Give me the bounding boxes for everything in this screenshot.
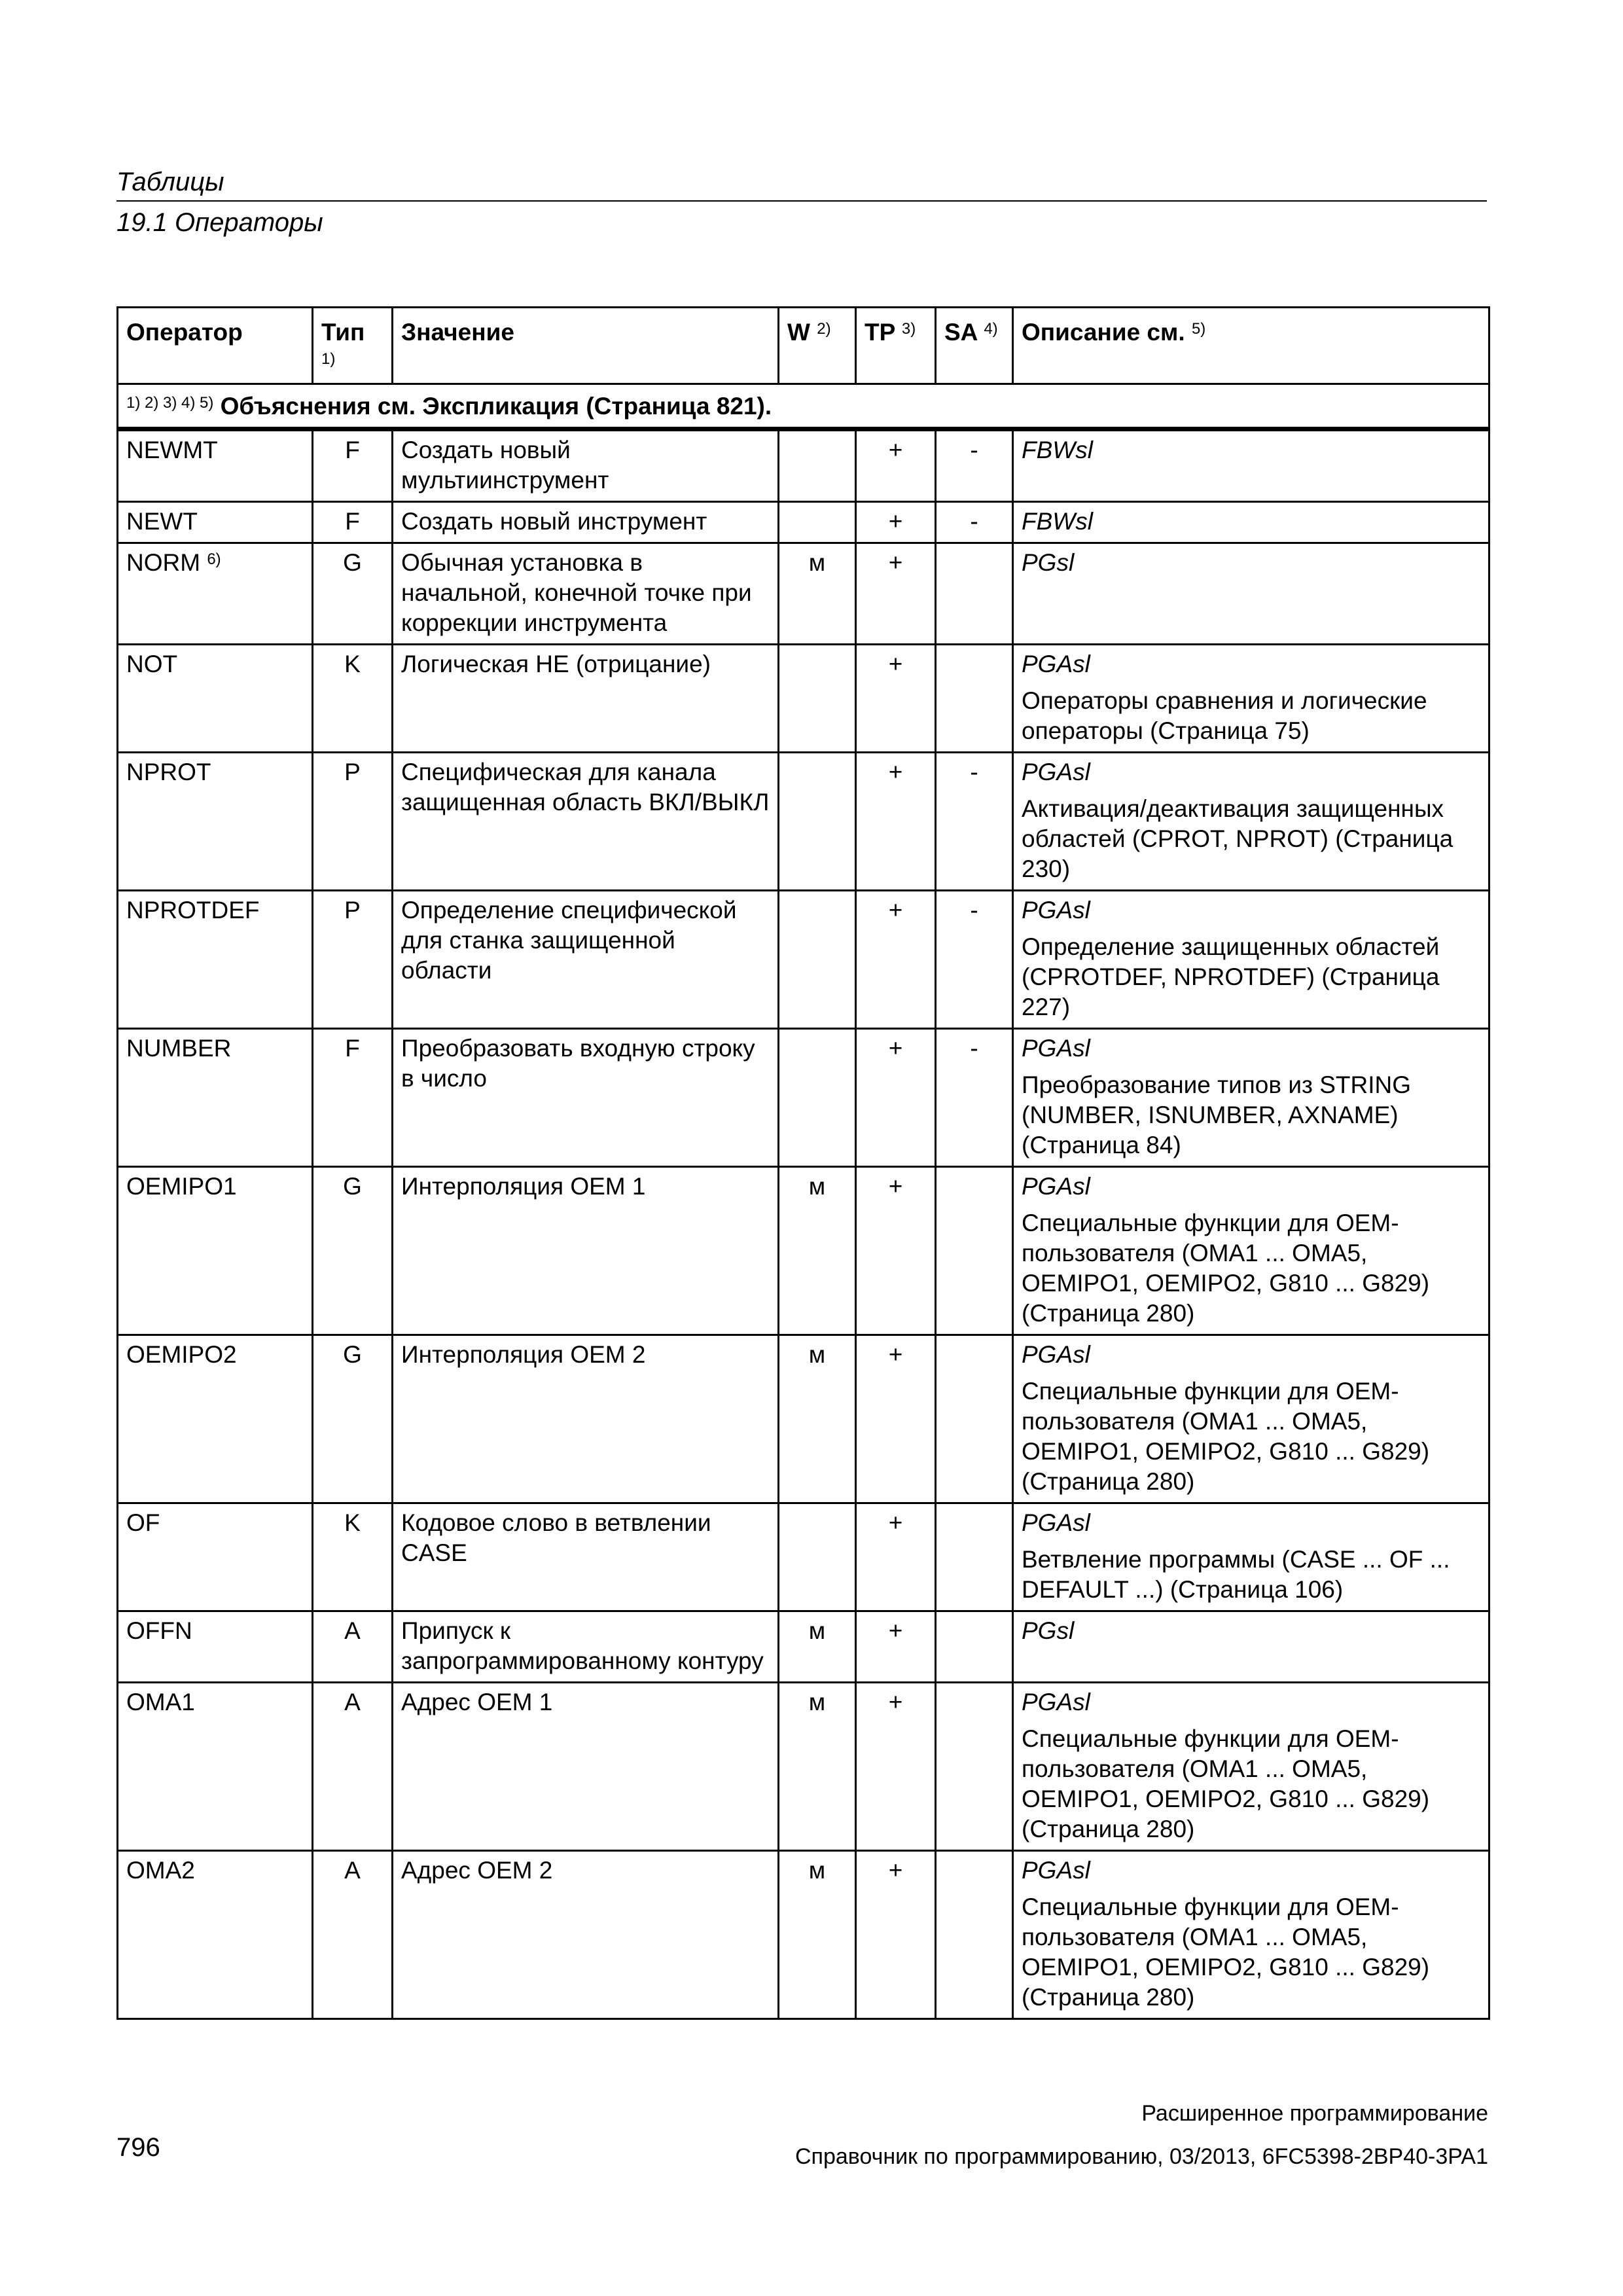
- manual-ref: PGAsl: [1022, 651, 1090, 677]
- operator-cell: [118, 1029, 313, 1167]
- description-cell: [1013, 645, 1489, 753]
- meaning-cell: Интерполяция OEM 1: [393, 1167, 779, 1335]
- table-row: [118, 753, 1489, 891]
- manual-ref: PGsl: [1022, 549, 1075, 576]
- manual-ref: PGAsl: [1022, 1341, 1090, 1368]
- table-body: [118, 429, 1489, 2019]
- sa-cell: [936, 543, 1013, 645]
- sa-cell: -: [936, 891, 1013, 1029]
- manual-ref: PGsl: [1022, 1617, 1075, 1644]
- table-row: [118, 543, 1489, 645]
- w-cell: [779, 1029, 856, 1167]
- col-header-w: W $^{2)}$: [779, 308, 856, 384]
- meaning-cell: Специфическая для канала защищенная область ВКЛ/ВЫКЛ: [393, 753, 779, 891]
- meaning-cell: Адрес OEM 2: [393, 1851, 779, 2019]
- table-row: [118, 1611, 1489, 1683]
- description-cell: [1013, 1029, 1489, 1167]
- operator-cell: [118, 1611, 313, 1683]
- manual-ref: FBWsl: [1022, 508, 1093, 535]
- type-cell: F: [313, 502, 393, 543]
- meaning-cell: Интерполяция OEM 2: [393, 1335, 779, 1503]
- w-cell: [779, 645, 856, 753]
- description-link[interactable]: Активация/деактивация защищенных областей (CPROT, NPROT) (Страница 230): [1022, 795, 1454, 882]
- manual-ref: FBWsl: [1022, 437, 1093, 463]
- sa-cell: [936, 1851, 1013, 2019]
- tp-cell: +: [856, 1503, 936, 1611]
- explanation-link[interactable]: Объяснения см. Экспликация (Страница 821).: [220, 393, 772, 420]
- description-link[interactable]: Специальные функции для OEM-пользователя (OMA1 ... OMA5, OEMIPO1, OEMIPO2, G810 ... G829) (Страница 280): [1022, 1893, 1430, 2011]
- header-rule: [116, 200, 1487, 202]
- meaning-cell: Обычная установка в начальной, конечной точке при коррекции инструмента: [393, 543, 779, 645]
- operator-name: OMA2: [126, 1857, 195, 1884]
- operator-name: NOT: [126, 651, 178, 677]
- operator-cell: [118, 1503, 313, 1611]
- operators-table: [116, 306, 1490, 2020]
- operator-cell: [118, 753, 313, 891]
- type-cell: F: [313, 1029, 393, 1167]
- w-cell: м: [779, 1611, 856, 1683]
- page-number: 796: [116, 2133, 160, 2162]
- description-link[interactable]: Специальные функции для OEM-пользователя (OMA1 ... OMA5, OEMIPO1, OEMIPO2, G810 ... G829) (Страница 280): [1022, 1210, 1430, 1327]
- table-row: [118, 429, 1489, 502]
- footer-title: Расширенное программирование: [1141, 2101, 1488, 2126]
- operator-name: OEMIPO2: [126, 1341, 237, 1368]
- meaning-cell: Логическая НЕ (отрицание): [393, 645, 779, 753]
- tp-cell: +: [856, 502, 936, 543]
- operator-footnote: 6): [207, 550, 221, 568]
- sa-cell: -: [936, 1029, 1013, 1167]
- w-cell: [779, 429, 856, 502]
- col-header-type: Тип $^{1)}$: [313, 308, 393, 384]
- description-link[interactable]: Операторы сравнения и логические операторы (Страница 75): [1022, 687, 1427, 744]
- w-cell: м: [779, 1851, 856, 2019]
- description-cell: [1013, 753, 1489, 891]
- col-header-operator: Оператор: [118, 308, 313, 384]
- description-cell: [1013, 1167, 1489, 1335]
- operator-name: OEMIPO1: [126, 1173, 237, 1200]
- w-cell: [779, 891, 856, 1029]
- operator-cell: [118, 502, 313, 543]
- w-cell: [779, 1503, 856, 1611]
- sa-cell: -: [936, 753, 1013, 891]
- operator-cell: [118, 1683, 313, 1851]
- col-header-sa: SA $^{4)}$: [936, 308, 1013, 384]
- operator-cell: [118, 543, 313, 645]
- type-cell: K: [313, 645, 393, 753]
- sa-cell: [936, 1611, 1013, 1683]
- meaning-cell: Кодовое слово в ветвлении CASE: [393, 1503, 779, 1611]
- manual-ref: PGAsl: [1022, 1035, 1090, 1062]
- type-cell: G: [313, 1167, 393, 1335]
- w-cell: м: [779, 1683, 856, 1851]
- table-header-row: [118, 308, 1489, 384]
- meaning-cell: Создать новый инструмент: [393, 502, 779, 543]
- type-cell: A: [313, 1611, 393, 1683]
- w-cell: м: [779, 543, 856, 645]
- type-cell: F: [313, 429, 393, 502]
- table-row: [118, 1335, 1489, 1503]
- table-row: [118, 502, 1489, 543]
- manual-ref: PGAsl: [1022, 1857, 1090, 1884]
- operator-name: NPROTDEF: [126, 897, 260, 924]
- tp-cell: +: [856, 1167, 936, 1335]
- operator-name: OF: [126, 1509, 160, 1536]
- col-header-meaning: Значение: [393, 308, 779, 384]
- tp-cell: +: [856, 543, 936, 645]
- operator-cell: [118, 1335, 313, 1503]
- type-cell: G: [313, 543, 393, 645]
- type-cell: A: [313, 1851, 393, 2019]
- manual-ref: PGAsl: [1022, 1689, 1090, 1715]
- tp-cell: +: [856, 1683, 936, 1851]
- sa-cell: [936, 1167, 1013, 1335]
- w-cell: м: [779, 1167, 856, 1335]
- sa-cell: -: [936, 429, 1013, 502]
- operator-name: NEWMT: [126, 437, 218, 463]
- subsection-title: 19.1 Операторы: [116, 208, 323, 237]
- tp-cell: +: [856, 1851, 936, 2019]
- w-cell: [779, 753, 856, 891]
- description-cell: [1013, 1851, 1489, 2019]
- meaning-cell: Создать новый мультиинструмент: [393, 429, 779, 502]
- w-cell: м: [779, 1335, 856, 1503]
- manual-ref: PGAsl: [1022, 1173, 1090, 1200]
- table-row: [118, 891, 1489, 1029]
- table-row: [118, 1851, 1489, 2019]
- table-row: [118, 1029, 1489, 1167]
- operator-cell: [118, 891, 313, 1029]
- col-header-description: Описание см. $^{5)}$: [1013, 308, 1489, 384]
- tp-cell: +: [856, 645, 936, 753]
- description-cell: [1013, 891, 1489, 1029]
- table-row: [118, 1167, 1489, 1335]
- type-cell: P: [313, 891, 393, 1029]
- tp-cell: +: [856, 753, 936, 891]
- description-cell: [1013, 1683, 1489, 1851]
- tp-cell: +: [856, 1335, 936, 1503]
- meaning-cell: Адрес OEM 1: [393, 1683, 779, 1851]
- sa-cell: -: [936, 502, 1013, 543]
- explanation-row: [118, 384, 1489, 429]
- operator-cell: [118, 429, 313, 502]
- w-cell: [779, 502, 856, 543]
- description-cell: [1013, 429, 1489, 502]
- sa-cell: [936, 645, 1013, 753]
- sa-cell: [936, 1335, 1013, 1503]
- description-link[interactable]: Определение защищенных областей (CPROTDEF, NPROTDEF) (Страница 227): [1022, 933, 1440, 1020]
- tp-cell: +: [856, 1029, 936, 1167]
- operator-name: NUMBER: [126, 1035, 232, 1062]
- section-title: Таблицы: [116, 168, 224, 196]
- tp-cell: +: [856, 1611, 936, 1683]
- description-cell: [1013, 1335, 1489, 1503]
- description-link[interactable]: Специальные функции для OEM-пользователя (OMA1 ... OMA5, OEMIPO1, OEMIPO2, G810 ... G829) (Страница 280): [1022, 1378, 1430, 1495]
- description-cell: [1013, 502, 1489, 543]
- table-row: [118, 1503, 1489, 1611]
- type-cell: G: [313, 1335, 393, 1503]
- description-cell: [1013, 543, 1489, 645]
- description-link[interactable]: Преобразование типов из STRING (NUMBER, ISNUMBER, AXNAME) (Страница 84): [1022, 1071, 1412, 1158]
- type-cell: P: [313, 753, 393, 891]
- operator-name: OFFN: [126, 1617, 192, 1644]
- description-cell: [1013, 1611, 1489, 1683]
- operator-cell: [118, 1167, 313, 1335]
- type-cell: A: [313, 1683, 393, 1851]
- description-link[interactable]: Ветвление программы (CASE ... OF ... DEFAULT ...) (Страница 106): [1022, 1546, 1450, 1603]
- operator-name: OMA1: [126, 1689, 195, 1715]
- tp-cell: +: [856, 891, 936, 1029]
- table-row: [118, 645, 1489, 753]
- meaning-cell: Определение специфической для станка защищенной области: [393, 891, 779, 1029]
- operator-name: NORM: [126, 549, 201, 576]
- manual-ref: PGAsl: [1022, 759, 1090, 785]
- operator-name: NPROT: [126, 759, 211, 785]
- manual-ref: PGAsl: [1022, 1509, 1090, 1536]
- meaning-cell: Преобразовать входную строку в число: [393, 1029, 779, 1167]
- meaning-cell: Припуск к запрограммированному контуру: [393, 1611, 779, 1683]
- type-cell: K: [313, 1503, 393, 1611]
- explanation-cell: $^{1) 2) 3) 4) 5)}$ Объяснения см. Экспликация (Страница 821).: [118, 384, 1489, 429]
- tp-cell: +: [856, 429, 936, 502]
- operator-name: NEWT: [126, 508, 198, 535]
- table-row: [118, 1683, 1489, 1851]
- operator-cell: [118, 1851, 313, 2019]
- footer-manual: Справочник по программированию, 03/2013, 6FC5398-2BP40-3PA1: [795, 2144, 1488, 2169]
- col-header-tp: TP $^{3)}$: [856, 308, 936, 384]
- manual-ref: PGAsl: [1022, 897, 1090, 924]
- sa-cell: [936, 1503, 1013, 1611]
- description-link[interactable]: Специальные функции для OEM-пользователя (OMA1 ... OMA5, OEMIPO1, OEMIPO2, G810 ... G829) (Страница 280): [1022, 1725, 1430, 1842]
- description-cell: [1013, 1503, 1489, 1611]
- operator-cell: [118, 645, 313, 753]
- sa-cell: [936, 1683, 1013, 1851]
